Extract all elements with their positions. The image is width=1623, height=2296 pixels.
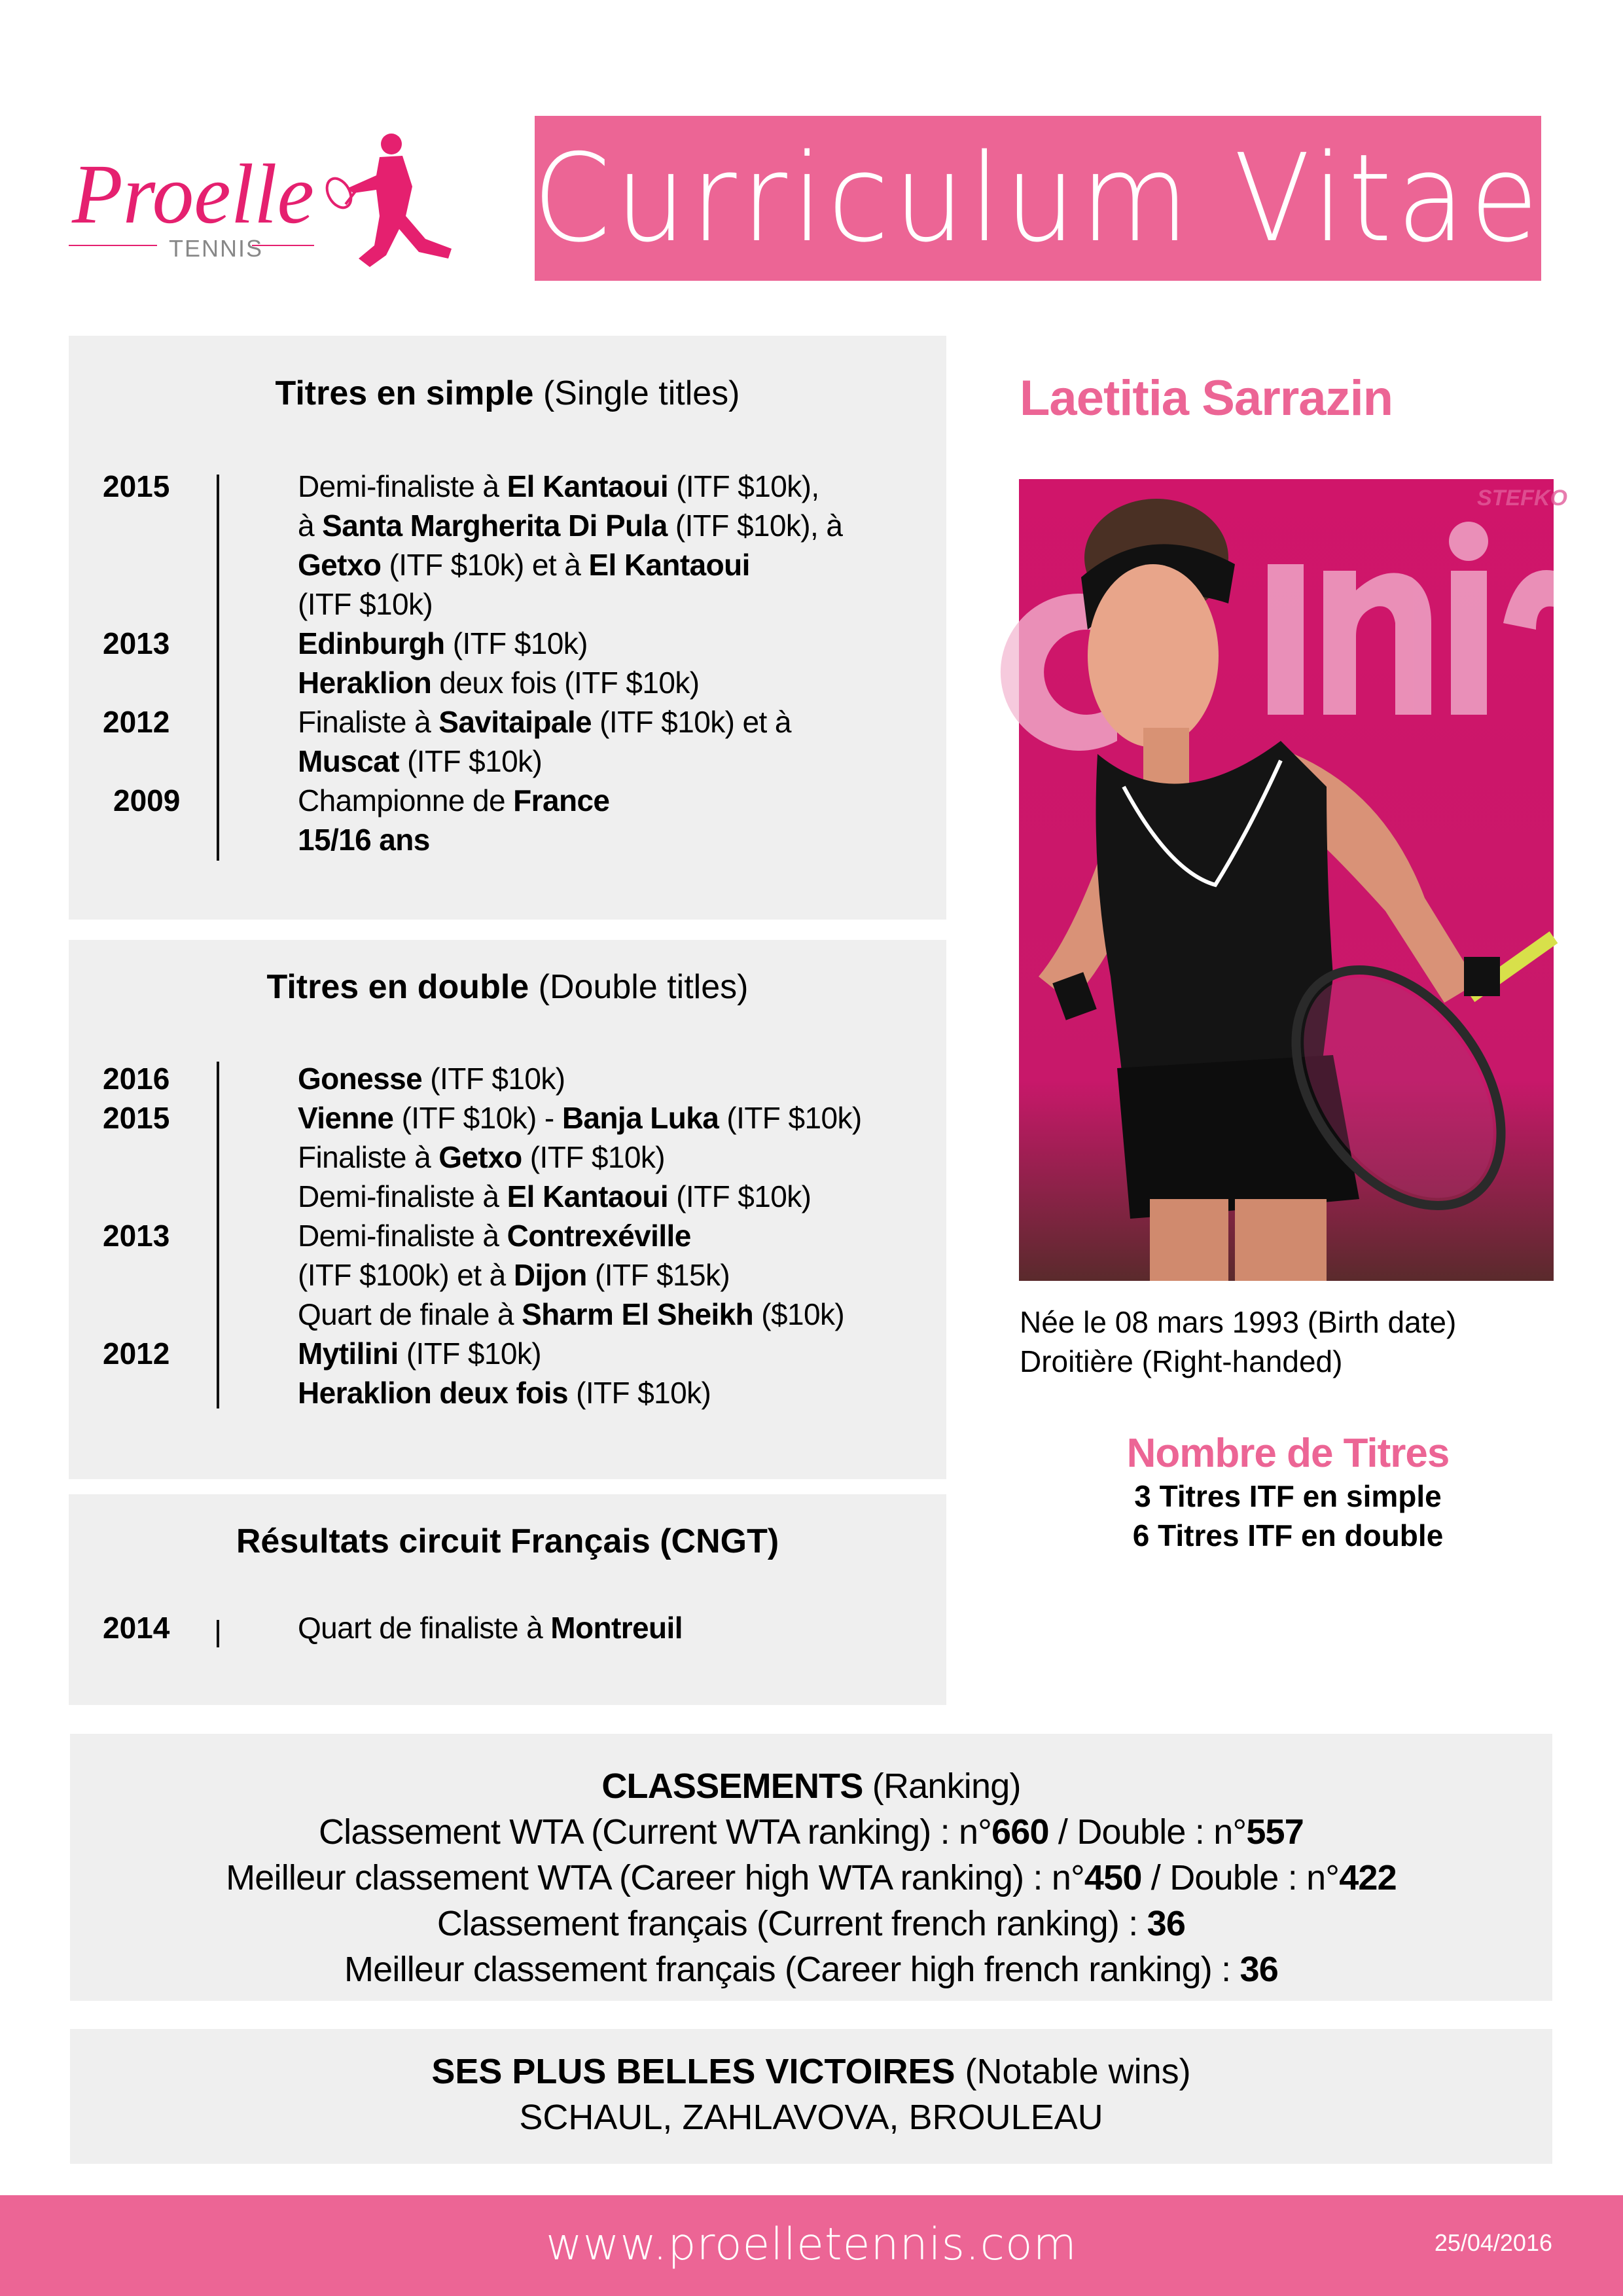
doubles-titles-panel [69,940,946,1479]
timeline-entry [69,1608,946,1647]
cngt-results-panel [69,1494,946,1705]
entry-description [69,783,609,818]
highlight-text: Dijon [513,1258,587,1292]
ranking-line [70,1901,1552,1946]
entry-text: à [298,509,323,543]
entry-text: (ITF $10k) [399,744,543,778]
highlight-text: 36 [1147,1904,1186,1943]
cv-header-banner [535,116,1541,281]
entry-text: (ITF $10k) [298,587,433,621]
entry-description [69,1179,811,1214]
timeline-entry [69,820,946,859]
entry-description [69,586,433,622]
entry-year: 2013 [103,1219,170,1253]
entry-text: (ITF $10k) - [393,1101,562,1135]
highlight-text: Vienne [298,1101,394,1135]
timeline-entry [69,1177,946,1216]
entry-description [69,1100,862,1136]
titles-count-block [1020,1430,1556,1555]
entry-description [69,1375,711,1410]
highlight-text: El Kantaoui [507,1179,669,1213]
timeline-entry [69,506,946,545]
player-photo [1019,479,1567,1281]
tennis-player-silhouette-icon [322,134,452,267]
timeline-entry [69,781,946,820]
entry-year: 2015 [103,1101,170,1135]
entry-text: Quart de finaliste à [298,1611,551,1645]
highlight-text: Santa Margherita Di Pula [322,509,668,543]
highlight-text: 450 [1084,1858,1142,1897]
ranking-line [70,1809,1552,1855]
entry-text: (ITF $10k) [398,1336,541,1371]
entry-text: Classement WTA (Current WTA ranking) : n° [318,1812,992,1852]
highlight-text: Edinburgh [298,626,445,660]
highlight-text: Heraklion deux fois [298,1376,568,1410]
entry-text: (ITF $10k), à [667,509,843,543]
handedness: Droitière (Right-handed) [1020,1344,1343,1378]
timeline-entry [69,663,946,702]
highlight-text: 15/16 ans [298,823,430,857]
highlight-text: France [513,783,610,817]
entry-text: (ITF $10k) [522,1140,665,1174]
entry-text: deux fois (ITF $10k) [431,666,700,700]
entry-text: Championne de [298,783,514,817]
entry-text: Demi-finaliste à [298,469,507,503]
timeline-entry [69,742,946,781]
timeline-entry [69,702,946,742]
entry-text: (ITF $10k) [668,1179,812,1213]
entry-text: Demi-finaliste à [298,1219,507,1253]
entry-year: 2012 [103,705,170,739]
timeline-entry [69,467,946,506]
footer-bar [0,2195,1623,2296]
highlight-text: Gonesse [298,1062,423,1096]
cngt-title: Résultats circuit Français (CNGT) [236,1522,779,1560]
highlight-text: 660 [991,1812,1049,1852]
singles-panel-title [69,374,946,413]
highlight-text: Mytilini [298,1336,399,1371]
highlight-text: El Kantaoui [507,469,669,503]
entry-text: Demi-finaliste à [298,1179,507,1213]
timeline-entry [69,1216,946,1255]
wins-title-bold: SES PLUS BELLES VICTOIRES [431,2052,955,2091]
entry-year: 2009 [113,783,181,817]
logo-graphic [65,124,458,275]
timeline-entry [69,545,946,584]
entry-text: Meilleur classement WTA (Career high WTA ranking) : n° [226,1858,1084,1897]
player-name: Laetitia Sarrazin [1020,370,1393,426]
cngt-panel-title [69,1522,946,1561]
entry-text: / Double : n° [1048,1812,1247,1852]
entry-description [69,547,750,583]
doubles-titles-count: 6 Titres ITF en double [1132,1518,1444,1552]
ranking-line [70,1855,1552,1901]
entry-description [69,704,791,740]
entry-description [69,1336,541,1371]
entry-text: Classement français (Current french ranking) : [437,1904,1147,1943]
doubles-title-translation: (Double titles) [538,968,749,1006]
entry-text: / Double : n° [1141,1858,1340,1897]
highlight-text: Heraklion [298,666,432,700]
titles-count-heading: Nombre de Titres [1126,1431,1450,1476]
singles-title-bold: Titres en simple [275,374,534,412]
highlight-text: Montreuil [550,1611,683,1645]
highlight-text: Getxo [438,1140,522,1174]
entry-description [69,822,430,857]
timeline-entry [69,1373,946,1412]
ranking-title [70,1763,1552,1809]
ranking-panel [70,1734,1552,2001]
highlight-text: 422 [1339,1858,1397,1897]
player-bio [1020,1302,1456,1381]
doubles-panel-title [69,967,946,1007]
highlight-text: Savitaipale [438,705,592,739]
highlight-text: Sharm El Sheikh [522,1297,754,1331]
entry-description [69,1257,730,1293]
singles-titles-count: 3 Titres ITF en simple [1134,1479,1442,1513]
notable-wins-panel [70,2029,1552,2164]
logo-wordmark: Proelle [71,147,314,242]
timeline-entry [69,1255,946,1295]
singles-title-translation: (Single titles) [543,374,740,412]
notable-wins-lines [70,2049,1552,2140]
entry-text: Meilleur classement français (Career high french ranking) : [344,1950,1240,1989]
ranking-line [70,1946,1552,1992]
singles-titles-panel [69,336,946,920]
doubles-entries [69,1059,946,1412]
timeline-entry [69,1295,946,1334]
singles-entries [69,467,946,859]
entry-text: Quart de finale à [298,1297,522,1331]
entry-description [69,508,842,543]
entry-text: (ITF $100k) et à [298,1258,514,1292]
proelle-tennis-logo [65,124,458,275]
birth-date: Née le 08 mars 1993 (Birth date) [1020,1305,1457,1339]
player-photo-illustration [1019,479,1567,1281]
entry-year: 2014 [103,1611,170,1645]
highlight-text: 557 [1246,1812,1304,1852]
entry-text: Finaliste à [298,1140,439,1174]
notable-wins-names: SCHAUL, ZAHLAVOVA, BROULEAU [519,2098,1103,2137]
entry-text: (ITF $10k) et à [381,548,589,582]
timeline-entry [69,624,946,663]
entry-description [69,626,588,661]
entry-description [69,1218,691,1253]
document-date: 25/04/2016 [1434,2229,1552,2256]
highlight-text: Banja Luka [562,1101,719,1135]
entry-year: 2012 [103,1336,170,1371]
entry-year: 2016 [103,1062,170,1096]
timeline-entry [69,1098,946,1138]
timeline-entry [69,584,946,624]
entry-description [69,1139,665,1175]
entry-text: (ITF $15k) [586,1258,730,1292]
timeline-entry [69,1334,946,1373]
ranking-title-translation: (Ranking) [872,1767,1021,1806]
doubles-title-bold: Titres en double [266,968,529,1006]
entry-text: (ITF $10k) [422,1062,565,1096]
website-link[interactable]: www.proelletennis.com [546,2219,1077,2270]
entry-description [69,469,819,504]
entry-text: Finaliste à [298,705,439,739]
entry-description [69,665,699,700]
highlight-text: Muscat [298,744,399,778]
notable-wins-title [70,2049,1552,2094]
timeline-entry [69,1138,946,1177]
logo-subtext: TENNIS [169,235,264,262]
timeline-entry [69,1059,946,1098]
entry-text: ($10k) [753,1297,845,1331]
entry-text: (ITF $10k), [668,469,819,503]
entry-text: (ITF $10k) [444,626,588,660]
entry-year: 2013 [103,626,170,660]
ranking-lines [70,1763,1552,1992]
entry-text: (ITF $10k) [719,1101,862,1135]
entry-text: (ITF $10k) et à [592,705,791,739]
entry-description [69,1297,844,1332]
entry-year: 2015 [103,469,170,503]
wins-title-translation: (Notable wins) [965,2052,1191,2091]
highlight-text: 36 [1240,1950,1279,1989]
entry-description [69,744,542,779]
entry-description [69,1061,565,1096]
highlight-text: El Kantaoui [588,548,750,582]
photo-watermark: STEFKO [1477,486,1567,511]
ranking-title-bold: CLASSEMENTS [601,1767,863,1806]
cngt-entries [69,1608,946,1647]
entry-text: (ITF $10k) [567,1376,711,1410]
page-title: Curriculum Vitae [533,128,1543,269]
highlight-text: Getxo [298,548,382,582]
entry-description [69,1610,683,1645]
highlight-text: Contrexéville [507,1219,691,1253]
